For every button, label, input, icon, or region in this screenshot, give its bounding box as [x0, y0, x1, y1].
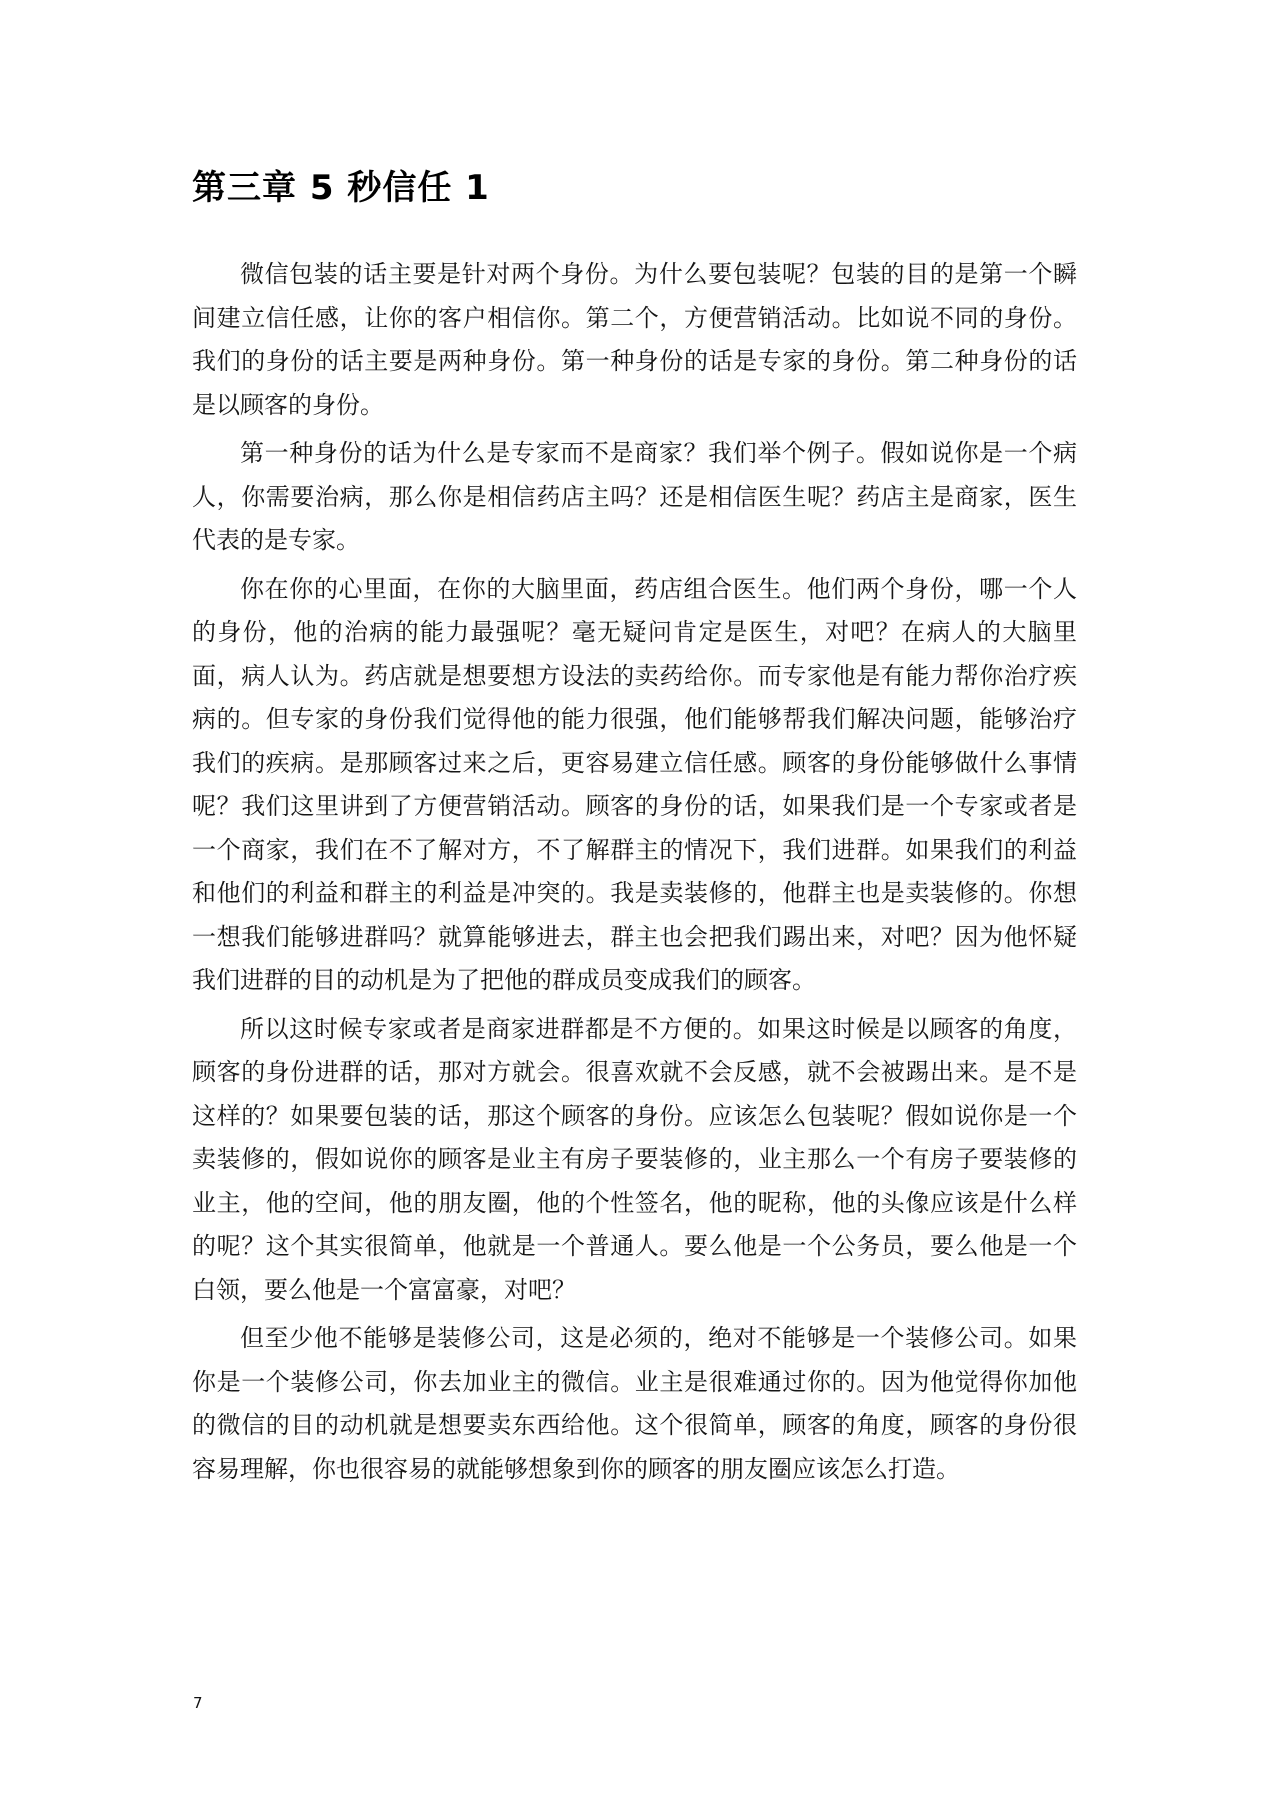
paragraph: 微信包装的话主要是针对两个身份。为什么要包装呢？包装的目的是第一个瞬间建立信任感，让你的客户相信你。第二个，方便营销活动。比如说不同的身份。我们的身份的话主要是两种身份。第一种身份的话是专家的身份。第二种身份的话是以顾客的身份。 — [192, 260, 1077, 419]
page-number: 7 — [193, 1694, 203, 1712]
paragraph: 所以这时候专家或者是商家进群都是不方便的。如果这时候是以顾客的角度，顾客的身份进群的话，那对方就会。很喜欢就不会反感，就不会被踢出来。是不是这样的？如果要包装的话，那这个顾客的身份。应该怎么包装呢？假如说你是一个卖装修的，假如说你的顾客是业主有房子要装修的，业主那么一个有房子要装修的业主，他的空间，他的朋友圈，他的个性签名，他的昵称，他的头像应该是什么样的呢？这个其实很简单，他就是一个普通人。要么他是一个公务员，要么他是一个白领，要么他是一个富富豪，对吧？ — [192, 1014, 1077, 1304]
chapter-title: 第三章 5 秒信任 1 — [192, 168, 490, 208]
paragraph: 第一种身份的话为什么是专家而不是商家？我们举个例子。假如说你是一个病人，你需要治病，那么你是相信药店主吗？还是相信医生呢？药店主是商家，医生代表的是专家。 — [192, 439, 1077, 554]
paragraph: 你在你的心里面，在你的大脑里面，药店组合医生。他们两个身份，哪一个人的身份，他的治病的能力最强呢？毫无疑问肯定是医生，对吧？在病人的大脑里面，病人认为。药店就是想要想方设法的卖药给你。而专家他是有能力帮你治疗疾病的。但专家的身份我们觉得他的能力很强，他们能够帮我们解决问题，能够治疗我们的疾病。是那顾客过来之后，更容易建立信任感。顾客的身份能够做什么事情呢？我们这里讲到了方便营销活动。顾客的身份的话，如果我们是一个专家或者是一个商家，我们在不了解对方，不了解群主的情况下，我们进群。如果我们的利益和他们的利益和群主的利益是冲突的。我是卖装修的，他群主也是卖装修的。你想一想我们能够进群吗？就算能够进去，群主也会把我们踢出来，对吧？因为他怀疑我们进群的目的动机是为了把他的群成员变成我们的顾客。 — [192, 574, 1077, 994]
paragraph: 但至少他不能够是装修公司，这是必须的，绝对不能够是一个装修公司。如果你是一个装修公司，你去加业主的微信。业主是很难通过你的。因为他觉得你加他的微信的目的动机就是想要卖东西给他。这个很简单，顾客的角度，顾客的身份很容易理解，你也很容易的就能够想象到你的顾客的朋友圈应该怎么打造。 — [192, 1324, 1077, 1483]
chapter-body — [192, 253, 1077, 1496]
